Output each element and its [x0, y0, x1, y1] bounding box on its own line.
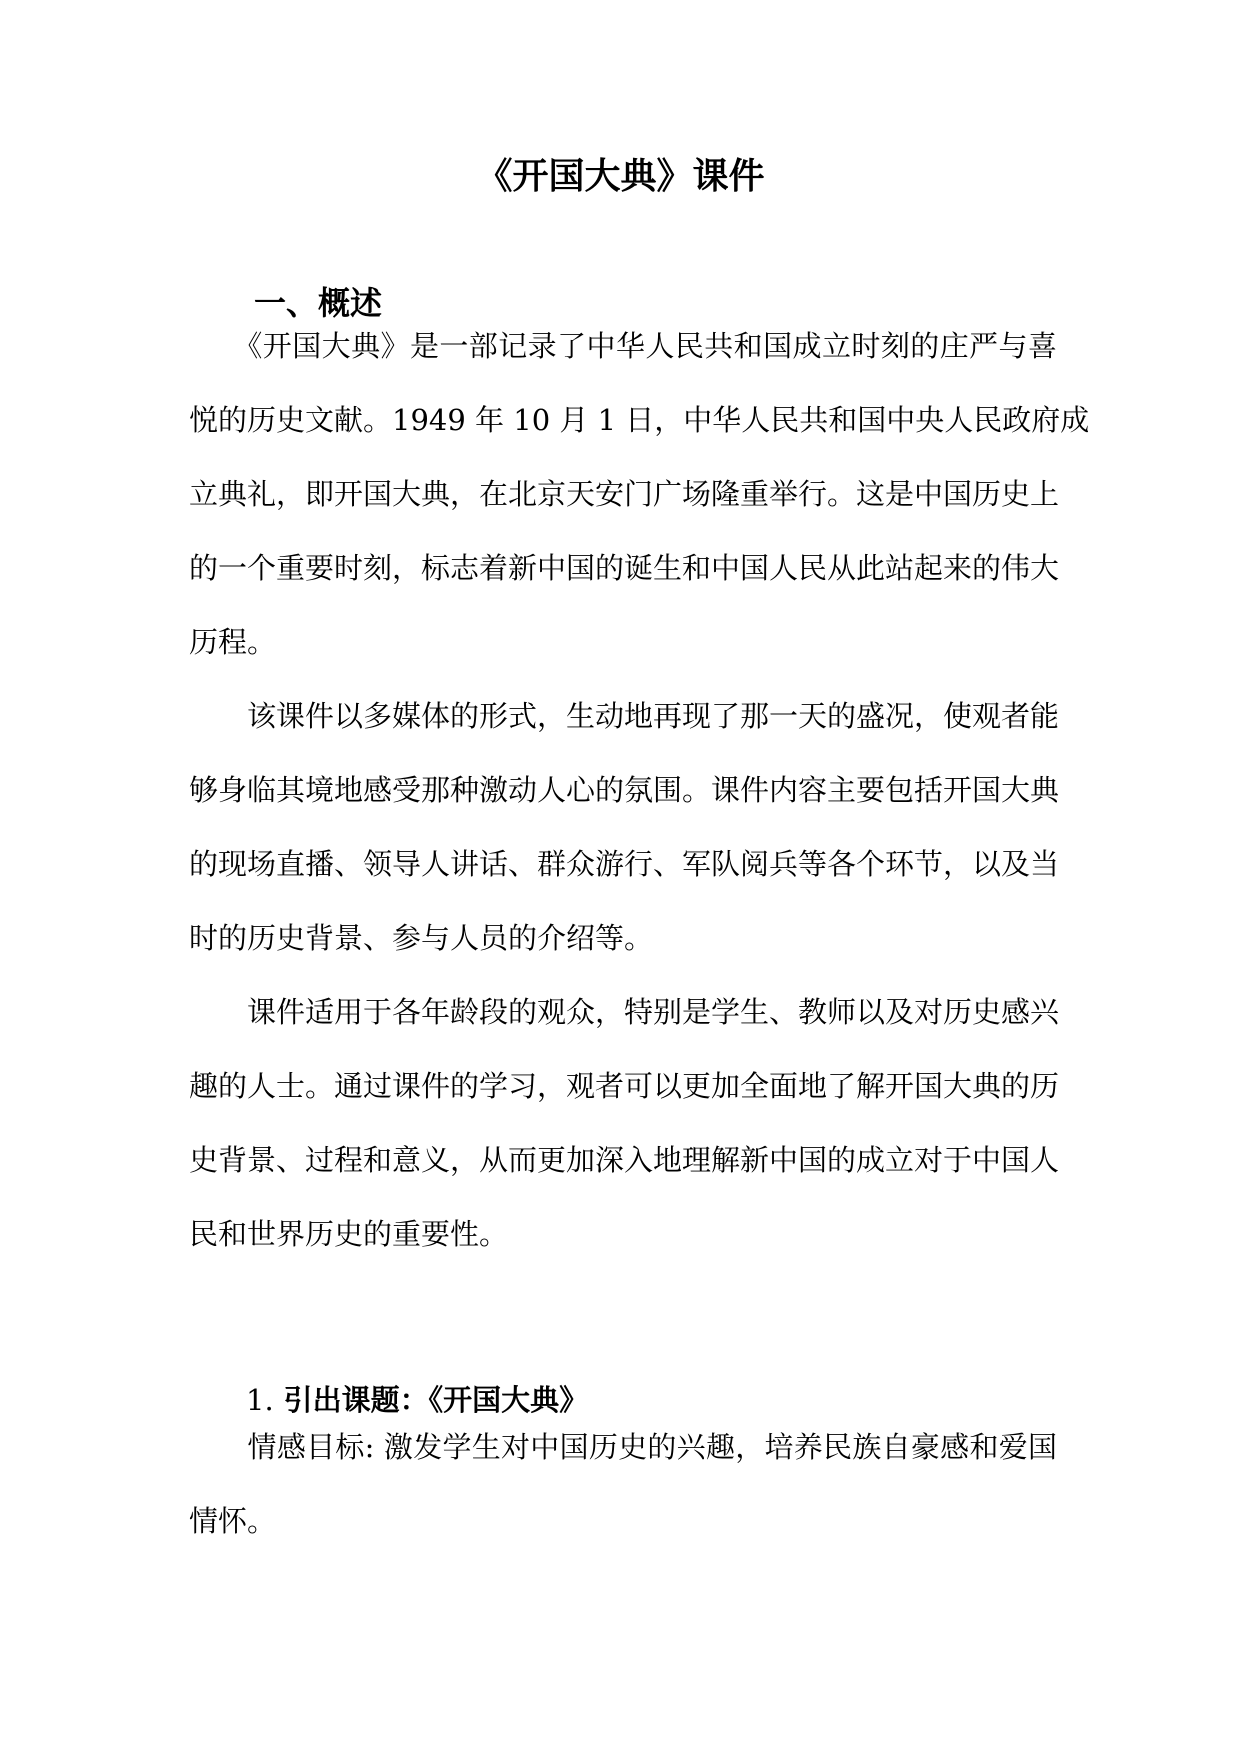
paragraph-line: 历程。 — [189, 625, 277, 659]
paragraph-line: 情感目标: 激发学生对中国历史的兴趣，培养民族自豪感和爱国 — [189, 1430, 1057, 1464]
paragraph-line: 够身临其境地感受那种激动人心的氛围。课件内容主要包括开国大典 — [189, 773, 1060, 807]
paragraph-line: 立典礼，即开国大典，在北京天安门广场隆重举行。这是中国历史上 — [189, 477, 1060, 511]
subsection-heading-text: 引出课题：《开国大典》 — [283, 1383, 589, 1417]
subsection-1-paragraph — [189, 1410, 1057, 1558]
paragraph-line: 的一个重要时刻，标志着新中国的诞生和中国人民从此站起来的伟大 — [189, 551, 1060, 585]
paragraph-line: 《开国大典》是一部记录了中华人民共和国成立时刻的庄严与喜 — [189, 329, 1057, 363]
section-heading-overview: 一、概述 — [254, 284, 383, 322]
overview-paragraph-2 — [189, 679, 1060, 975]
paragraph-line: 时的历史背景、参与人员的介绍等。 — [189, 921, 654, 955]
paragraph-line: 悦的历史文献。1949 年 10 月 1 日，中华人民共和国中央人民政府成 — [189, 403, 1090, 437]
paragraph-line: 情怀。 — [189, 1504, 277, 1538]
paragraph-line: 史背景、过程和意义，从而更加深入地理解新中国的成立对于中国人 — [189, 1143, 1060, 1177]
paragraph-line: 民和世界历史的重要性。 — [189, 1217, 509, 1251]
paragraph-line: 趣的人士。通过课件的学习，观者可以更加全面地了解开国大典的历 — [189, 1069, 1060, 1103]
document-title: 《开国大典》课件 — [476, 155, 765, 197]
paragraph-line: 的现场直播、领导人讲话、群众游行、军队阅兵等各个环节，以及当 — [189, 847, 1060, 881]
paragraph-line: 该课件以多媒体的形式，生动地再现了那一天的盛况，使观者能 — [189, 699, 1060, 733]
overview-paragraph-1 — [189, 309, 1090, 679]
subsection-number: 1. — [246, 1383, 274, 1417]
paragraph-line: 课件适用于各年龄段的观众，特别是学生、教师以及对历史感兴 — [189, 995, 1060, 1029]
overview-paragraph-3 — [189, 975, 1060, 1271]
